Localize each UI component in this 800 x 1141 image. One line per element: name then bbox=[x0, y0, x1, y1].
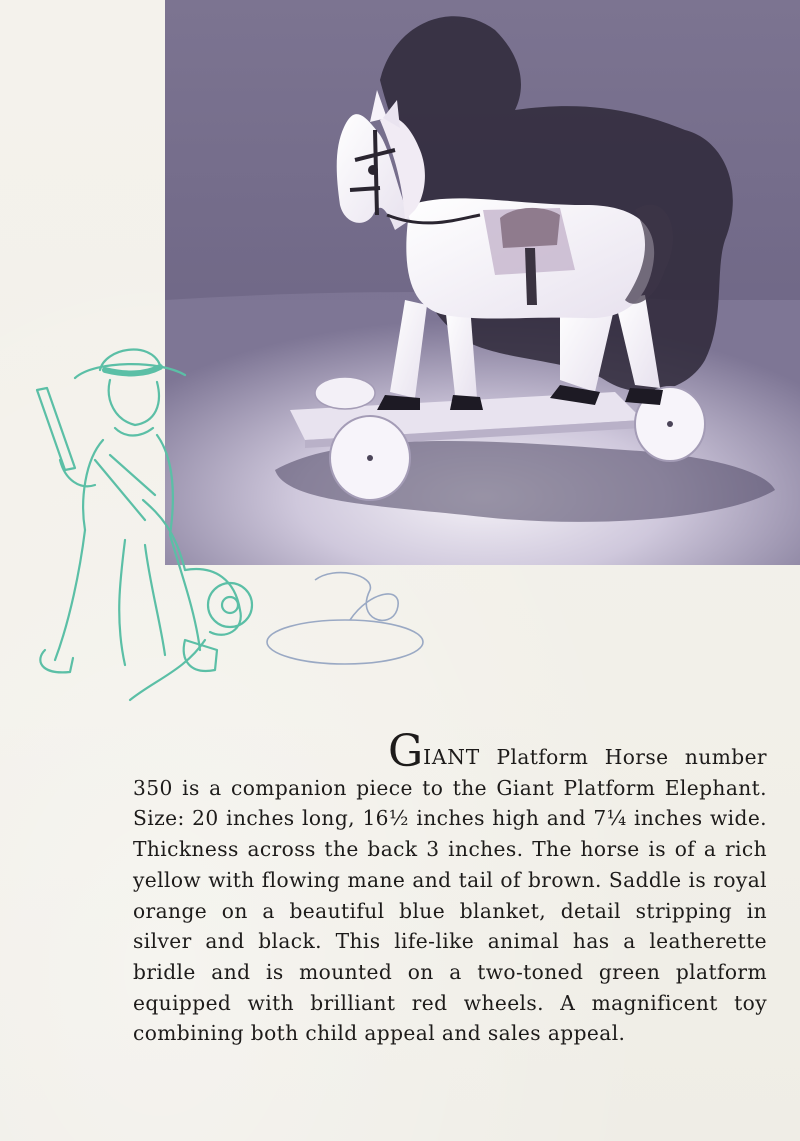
lead-word: IANT bbox=[423, 745, 481, 769]
description-body: Platform Horse number 350 is a companion piece to the Giant Platform Elephant. Size: 20 inches long, 16½ inches high and 7¼ inches wide. Thickness across the back 3 inches. The horse is of a rich yellow with flowing mane and tail of brown. Saddle is royal orange on a beautiful blue blanket, detail stripping in silver and black. This life-like animal has a leatherette bridle and is mounted on a two-toned green platform equipped with brilliant red wheels. A magnificent toy combining both child appeal and sales appeal. bbox=[133, 745, 767, 1046]
drop-cap: G bbox=[388, 726, 424, 777]
product-description bbox=[133, 726, 767, 1049]
cowboy-illustration bbox=[25, 320, 425, 720]
